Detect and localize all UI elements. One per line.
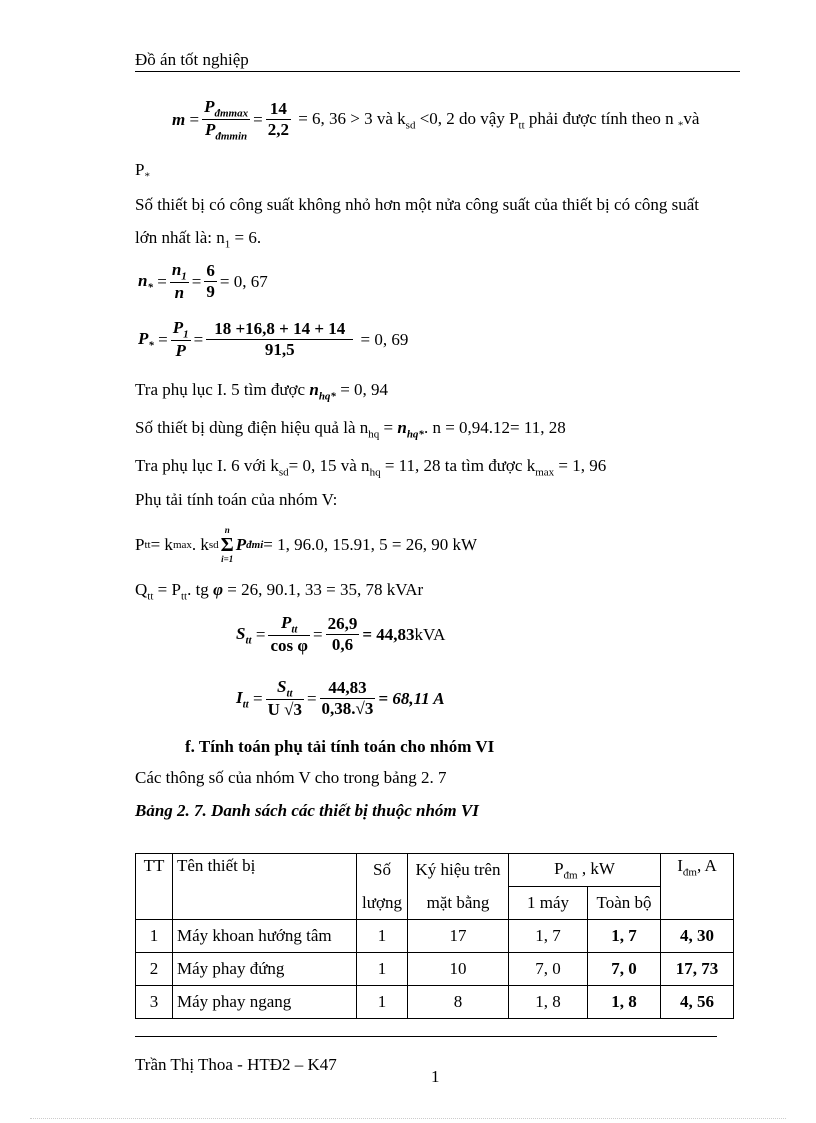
pstar-equation: $P_*$ = $\frac{P_1}{P}$ = $\frac{18 +16,8 + 14 + 14}{91,5}$ = 0, 69	[138, 318, 409, 361]
page-number: 1	[431, 1067, 440, 1086]
header-so-luong-2: lượng	[357, 887, 408, 920]
header-toan-bo: Toàn bộ	[588, 887, 661, 920]
m-equation: m = $\frac{P_{đmmax}}{P_{đmmin}}$ = $\frac{14}{2,2}$ = 6, 36 > 3 và $k_{sd} <0$, 2 do vậy $P_{tt}$ phải được tính theo n $_*$và	[172, 97, 700, 143]
header-ky-hieu-1: Ký hiệu trên	[408, 854, 509, 887]
paragraph-2: lớn nhất là: $n_1 = 6$.	[135, 228, 262, 251]
stt-equation: $S_{tt}$ = $\frac{P_{tt}}{\text{cos φ}}$ = $\frac{26,9}{0,6}$ = 44,83 kVA	[236, 613, 446, 656]
page-header: Đồ án tốt nghiệp	[135, 50, 249, 69]
footer-rule	[135, 1036, 717, 1037]
nstar-equation: $n_*$ = $\frac{n_1}{n}$ = $\frac{6}{9}$ = 0, 67	[138, 260, 268, 303]
header-tt: TT	[136, 854, 173, 920]
header-ten: Tên thiết bị	[173, 854, 357, 920]
header-ky-hieu-2: mặt bằng	[408, 887, 509, 920]
device-table	[135, 853, 734, 1019]
table-row: 2 Máy phay đứng 1 10 7, 0 7, 0 17, 73	[136, 953, 734, 986]
ptt-equation: P tt = k max . k sd n Σ i=1 P đmi = 1, 96.0, 15.91, 5 = 26, 90 kW	[135, 525, 477, 564]
parameters-note: Các thông số của nhóm V cho trong bảng 2. 7	[135, 768, 447, 787]
header-1-may: 1 máy	[509, 887, 588, 920]
paragraph-1: Số thiết bị có công suất không nhỏ hơn một nửa công suất của thiết bị có công suất	[135, 195, 699, 214]
p-star-line: $P_*$	[135, 160, 150, 183]
footer-author: Trần Thị Thoa - HTĐ2 – K47	[135, 1055, 337, 1074]
table-row: 1 Máy khoan hướng tâm 1 17 1, 7 1, 7 4, 30	[136, 920, 734, 953]
itt-equation: $I_{tt}$ = $\frac{S_{tt}}{U √3}$ = $\frac{44,83}{0,38.√3}$ = 68,11 A	[236, 677, 445, 720]
nhq-line: Số thiết bị dùng điện hiệu quả là $n_{hq} = n_{hq*}$. n = 0,94.12= 11, 28	[135, 418, 566, 441]
header-rule	[135, 71, 740, 72]
header-pdm: $P_{đm}$ , kW	[509, 854, 661, 887]
page-bottom-edge	[30, 1118, 786, 1119]
table-row: 3 Máy phay ngang 1 8 1, 8 1, 8 4, 56	[136, 986, 734, 1019]
header-so-luong-1: Số	[357, 854, 408, 887]
phu-tai-heading: Phụ tải tính toán của nhóm V:	[135, 490, 338, 509]
qtt-equation: $Q_{tt} = P_{tt}$. tg φ = 26, 90.1, 33 = 35, 78 kVAr	[135, 580, 424, 603]
tra-phu-luc-1: Tra phụ lục I. 5 tìm được $n_{hq*} = 0$, 94	[135, 380, 389, 403]
tra-phu-luc-2: Tra phụ lục I. 6 với $k_{sd}= 0$, 15 và $n_{hq} = 11$, 28 ta tìm được $k_{max} = 1$, 96	[135, 456, 607, 479]
header-idm: $I_{đm}$, A	[661, 854, 734, 920]
section-title: f. Tính toán phụ tải tính toán cho nhóm VI	[185, 737, 495, 756]
table-caption: Bảng 2. 7. Danh sách các thiết bị thuộc nhóm VI	[135, 801, 479, 820]
